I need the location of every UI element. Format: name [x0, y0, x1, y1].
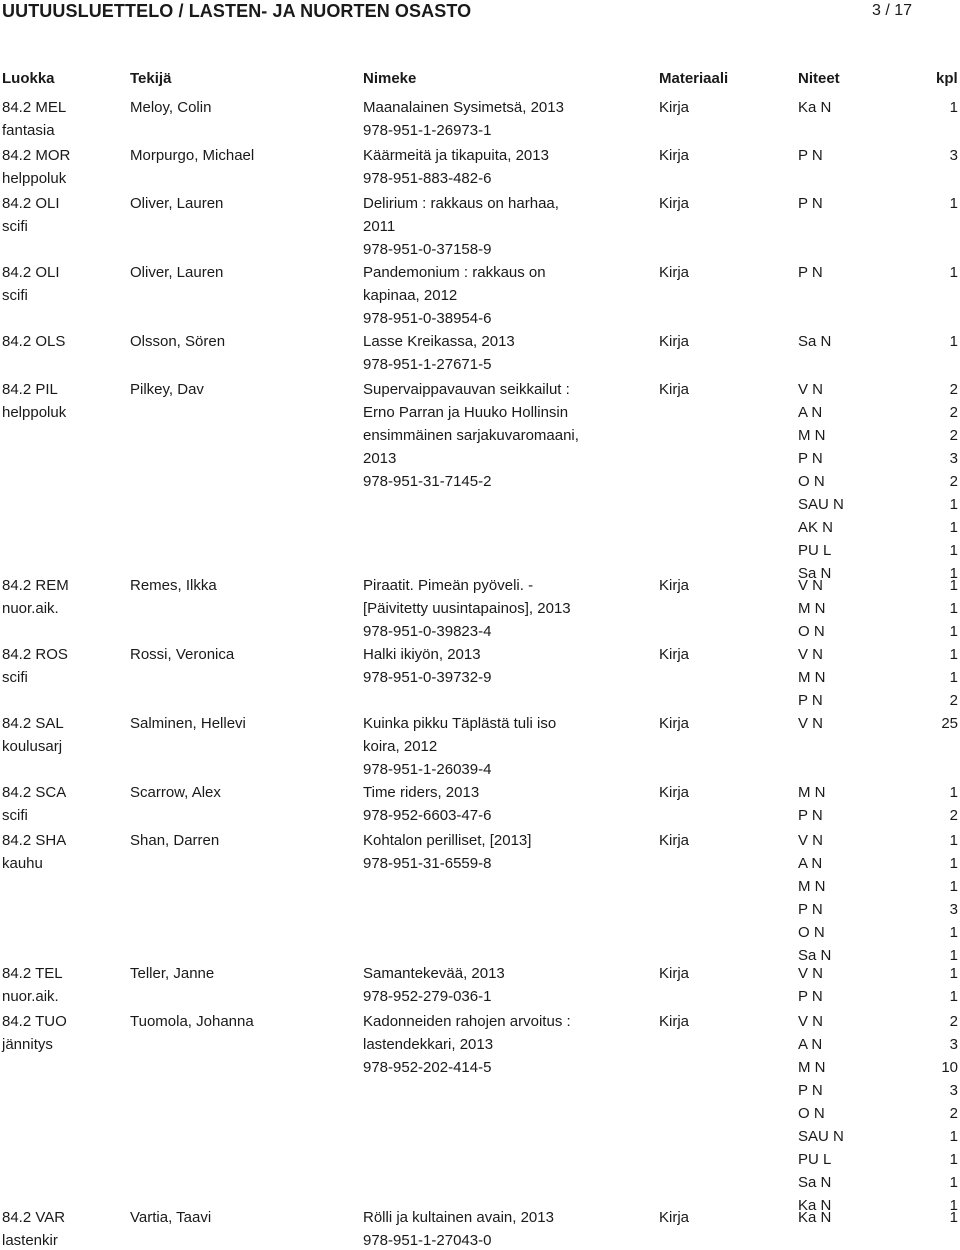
row-title-line: Time riders, 2013	[363, 784, 480, 801]
row-copy-count: 1	[949, 784, 958, 801]
row-author: Rossi, Veronica	[130, 646, 235, 663]
row-author: Oliver, Lauren	[130, 195, 224, 212]
row-material: Kirja	[659, 381, 690, 398]
row-title-line: 978-951-1-26039-4	[363, 761, 492, 778]
row-copy-count: 1	[949, 1174, 958, 1191]
row-title-line: 978-951-0-39823-4	[363, 623, 492, 640]
row-copy-location: P N	[798, 1082, 823, 1099]
row-author: Vartia, Taavi	[130, 1209, 212, 1226]
row-copy-count: 1	[949, 924, 958, 941]
row-title-line: kapinaa, 2012	[363, 287, 458, 304]
row-copy-count: 1	[949, 669, 958, 686]
row-class-line: 84.2 SAL	[2, 715, 64, 732]
row-copy-count: 1	[949, 855, 958, 872]
row-copy-count: 1	[949, 577, 958, 594]
row-copy-location: O N	[798, 473, 825, 490]
row-copy-count: 3	[949, 1082, 958, 1099]
page-header	[0, 0, 960, 24]
header-niteet: Niteet	[798, 70, 840, 87]
row-copy-count: 1	[949, 646, 958, 663]
row-copy-location: P N	[798, 807, 823, 824]
row-class-line: 84.2 REM	[2, 577, 69, 594]
row-material: Kirja	[659, 646, 690, 663]
header-kpl: kpl	[936, 70, 958, 87]
row-copy-location: O N	[798, 623, 825, 640]
row-copy-location: SAU N	[798, 1128, 844, 1145]
row-material: Kirja	[659, 1209, 690, 1226]
page-title: UUTUUSLUETTELO / LASTEN- JA NUORTEN OSASTO	[2, 1, 472, 21]
row-author: Scarrow, Alex	[130, 784, 221, 801]
header-materiaali: Materiaali	[659, 70, 729, 87]
row-material: Kirja	[659, 99, 690, 116]
row-copy-location: M N	[798, 600, 826, 617]
row-copy-location: V N	[798, 381, 824, 398]
row-class-line: 84.2 SCA	[2, 784, 67, 801]
header-nimeke: Nimeke	[363, 70, 417, 87]
row-copy-location: M N	[798, 878, 826, 895]
row-title-line: 978-951-0-38954-6	[363, 310, 492, 327]
row-title-line: lastendekkari, 2013	[363, 1036, 494, 1053]
row-copy-count: 2	[949, 473, 958, 490]
row-material: Kirja	[659, 195, 690, 212]
row-copy-count: 2	[949, 381, 958, 398]
row-class-line: nuor.aik.	[2, 988, 59, 1005]
row-author: Olsson, Sören	[130, 333, 226, 350]
row-copy-count: 1	[949, 195, 958, 212]
row-title-line: Kuinka pikku Täplästä tuli iso	[363, 715, 557, 732]
row-copy-count: 2	[949, 807, 958, 824]
row-author: Morpurgo, Michael	[130, 147, 255, 164]
row-copy-location: PU L	[798, 542, 832, 559]
row-title-line: Maanalainen Sysimetsä, 2013	[363, 99, 564, 116]
header-tekija: Tekijä	[130, 70, 172, 87]
row-author: Teller, Janne	[130, 965, 215, 982]
row-title-line: 978-951-1-26973-1	[363, 122, 492, 139]
row-title-line: Rölli ja kultainen avain, 2013	[363, 1209, 554, 1226]
row-copy-location: SAU N	[798, 496, 844, 513]
row-copy-location: Ka N	[798, 1209, 832, 1226]
row-material: Kirja	[659, 965, 690, 982]
row-title-line: 978-952-279-036-1	[363, 988, 492, 1005]
row-copy-count: 25	[941, 715, 958, 732]
row-copy-location: O N	[798, 924, 825, 941]
row-copy-count: 2	[949, 1105, 958, 1122]
row-title-line: 978-951-31-7145-2	[363, 473, 492, 490]
row-copy-location: P N	[798, 195, 823, 212]
row-copy-count: 1	[949, 832, 958, 849]
row-class-line: 84.2 OLI	[2, 195, 60, 212]
header-luokka: Luokka	[2, 70, 55, 87]
row-class-line: fantasia	[2, 122, 55, 139]
row-material: Kirja	[659, 147, 690, 164]
row-copy-count: 3	[949, 147, 958, 164]
row-copy-count: 1	[949, 1151, 958, 1168]
row-class-line: scifi	[2, 287, 28, 304]
row-author: Shan, Darren	[130, 832, 220, 849]
row-author: Salminen, Hellevi	[130, 715, 246, 732]
row-copy-location: P N	[798, 147, 823, 164]
row-copy-count: 3	[949, 1036, 958, 1053]
row-title-line: Kohtalon perilliset, [2013]	[363, 832, 532, 849]
row-copy-count: 2	[949, 1013, 958, 1030]
row-copy-location: M N	[798, 427, 826, 444]
row-copy-location: Sa N	[798, 565, 832, 582]
row-class-line: 84.2 OLI	[2, 264, 60, 281]
row-copy-count: 2	[949, 404, 958, 421]
row-copy-count: 1	[949, 623, 958, 640]
row-class-line: 84.2 SHA	[2, 832, 67, 849]
row-copy-location: P N	[798, 901, 823, 918]
row-title-line: 978-951-883-482-6	[363, 170, 492, 187]
row-class-line: 84.2 VAR	[2, 1209, 66, 1226]
row-copy-location: Sa N	[798, 333, 832, 350]
row-material: Kirja	[659, 784, 690, 801]
row-class-line: helppoluk	[2, 170, 67, 187]
row-title-line: 978-951-0-39732-9	[363, 669, 492, 686]
row-copy-location: Sa N	[798, 1174, 832, 1191]
row-title-line: 978-951-1-27671-5	[363, 356, 492, 373]
row-material: Kirja	[659, 333, 690, 350]
row-class-line: lastenkir	[2, 1232, 58, 1249]
row-class-line: jännitys	[2, 1036, 53, 1053]
row-title-line: ensimmäinen sarjakuvaromaani,	[363, 427, 579, 444]
row-class-line: 84.2 OLS	[2, 333, 66, 350]
row-copy-count: 2	[949, 692, 958, 709]
page-number: 3 / 17	[872, 2, 913, 19]
row-title-line: Lasse Kreikassa, 2013	[363, 333, 515, 350]
row-class-line: helppoluk	[2, 404, 67, 421]
row-title-line: Supervaippavauvan seikkailut :	[363, 381, 570, 398]
row-title-line: Käärmeitä ja tikapuita, 2013	[363, 147, 549, 164]
row-title-line: Delirium : rakkaus on harhaa,	[363, 195, 559, 212]
row-copy-location: P N	[798, 264, 823, 281]
row-copy-count: 1	[949, 878, 958, 895]
row-copy-count: 1	[949, 542, 958, 559]
row-copy-count: 2	[949, 427, 958, 444]
row-author: Meloy, Colin	[130, 99, 212, 116]
row-class-line: scifi	[2, 807, 28, 824]
row-copy-location: M N	[798, 1059, 826, 1076]
row-title-line: [Päivitetty uusintapainos], 2013	[363, 600, 571, 617]
row-copy-location: V N	[798, 715, 824, 732]
row-author: Pilkey, Dav	[130, 381, 204, 398]
row-title-line: Piraatit. Pimeän pyöveli. -	[363, 577, 534, 594]
row-title-line: 2011	[363, 218, 396, 235]
row-copy-count: 1	[949, 1209, 958, 1226]
row-copy-count: 1	[949, 565, 958, 582]
row-material: Kirja	[659, 577, 690, 594]
row-copy-location: AK N	[798, 519, 834, 536]
row-class-line: koulusarj	[2, 738, 63, 755]
row-class-line: 84.2 MEL	[2, 99, 67, 116]
row-class-line: scifi	[2, 218, 28, 235]
row-copy-location: Sa N	[798, 947, 832, 964]
row-copy-location: P N	[798, 692, 823, 709]
row-copy-location: P N	[798, 450, 823, 467]
row-copy-location: V N	[798, 965, 824, 982]
row-copy-count: 1	[949, 264, 958, 281]
row-copy-count: 1	[949, 947, 958, 964]
row-copy-location: A N	[798, 1036, 823, 1053]
row-title-line: 978-952-6603-47-6	[363, 807, 492, 824]
row-copy-location: A N	[798, 404, 823, 421]
row-material: Kirja	[659, 1013, 690, 1030]
row-material: Kirja	[659, 264, 690, 281]
row-title-line: 978-951-31-6559-8	[363, 855, 492, 872]
row-copy-count: 1	[949, 1197, 958, 1214]
row-copy-location: A N	[798, 855, 823, 872]
row-copy-count: 10	[941, 1059, 958, 1076]
row-copy-location: Ka N	[798, 1197, 832, 1214]
row-title-line: 978-951-1-27043-0	[363, 1232, 492, 1249]
row-copy-count: 1	[949, 496, 958, 513]
row-author: Oliver, Lauren	[130, 264, 224, 281]
row-copy-count: 1	[949, 988, 958, 1005]
row-copy-count: 1	[949, 1128, 958, 1145]
row-copy-location: V N	[798, 646, 824, 663]
row-class-line: 84.2 PIL	[2, 381, 58, 398]
row-class-line: kauhu	[2, 855, 43, 872]
row-copy-location: P N	[798, 988, 823, 1005]
row-copy-count: 1	[949, 600, 958, 617]
row-copy-count: 3	[949, 450, 958, 467]
row-copy-location: Ka N	[798, 99, 832, 116]
row-class-line: 84.2 TUO	[2, 1013, 67, 1030]
row-copy-location: V N	[798, 577, 824, 594]
row-copy-count: 3	[949, 901, 958, 918]
row-copy-location: PU L	[798, 1151, 832, 1168]
row-author: Remes, Ilkka	[130, 577, 217, 594]
row-title-line: Pandemonium : rakkaus on	[363, 264, 546, 281]
row-title-line: koira, 2012	[363, 738, 438, 755]
row-title-line: Samantekevää, 2013	[363, 965, 505, 982]
row-title-line: Halki ikiyön, 2013	[363, 646, 481, 663]
row-copy-count: 1	[949, 333, 958, 350]
row-material: Kirja	[659, 715, 690, 732]
row-copy-location: V N	[798, 1013, 824, 1030]
row-copy-location: M N	[798, 669, 826, 686]
row-class-line: 84.2 ROS	[2, 646, 68, 663]
row-class-line: nuor.aik.	[2, 600, 59, 617]
row-material: Kirja	[659, 832, 690, 849]
row-title-line: Erno Parran ja Huuko Hollinsin	[363, 404, 569, 421]
row-author: Tuomola, Johanna	[130, 1013, 254, 1030]
row-class-line: scifi	[2, 669, 28, 686]
row-title-line: Kadonneiden rahojen arvoitus :	[363, 1013, 571, 1030]
row-copy-location: M N	[798, 784, 826, 801]
row-copy-location: O N	[798, 1105, 825, 1122]
row-class-line: 84.2 TEL	[2, 965, 63, 982]
row-class-line: 84.2 MOR	[2, 147, 71, 164]
row-title-line: 2013	[363, 450, 397, 467]
row-copy-count: 1	[949, 519, 958, 536]
row-copy-count: 1	[949, 99, 958, 116]
row-copy-location: V N	[798, 832, 824, 849]
row-title-line: 978-952-202-414-5	[363, 1059, 492, 1076]
row-copy-count: 1	[949, 965, 958, 982]
row-title-line: 978-951-0-37158-9	[363, 241, 492, 258]
